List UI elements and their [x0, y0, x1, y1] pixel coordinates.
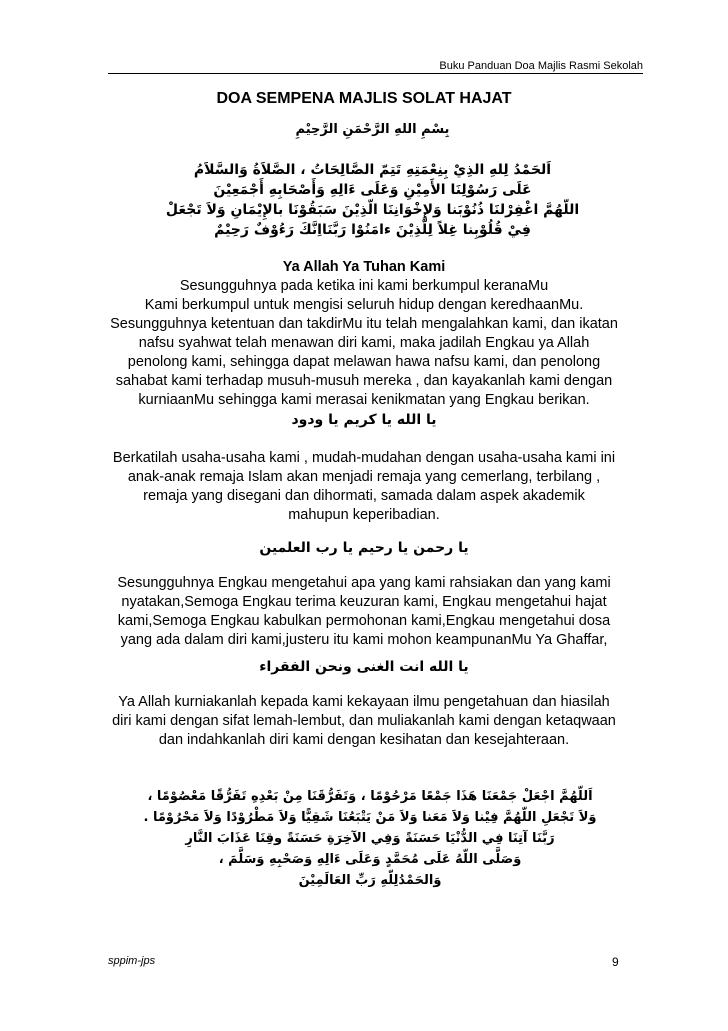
paragraph-2 [84, 449, 644, 525]
arabic-line: اَللّهُمَّ اجْعَلْ جَمْعَنَا هَذَا جَمْعًا مَرْحُوْمًا ، وَتَفَرُّقَنَا مِنْ بَعْدِهِ تَفَرُّقًا مَعْصُوْمًا ، [147, 789, 593, 804]
arabic-line: اللّهُمَّ اغْفِرْلنَا ذُنُوْبَنا وَلإِخْوَانِنَا الّذِيْنَ سَبَقُوْنَا بالإِيْمَانِ وَلاَ تَجْعَلْ [165, 202, 580, 218]
paragraph-line: kami,Semoga Engkau kabulkan permohonan kami,Engkau mengetahui dosa [117, 613, 611, 629]
paragraph-line: Ya Allah kurniakanlah kepada kami kekayaan ilmu pengetahuan dan hiasilah [118, 694, 610, 710]
arabic-line: وَلاَ تَجْعَلِ اللّهُمَّ فِيْنا وَلاَ مَعَنا وَلاَ مَنْ يَتْبَعُنَا شَقِيًّا وَلاَ مَطْرُوْدًا وَلاَ مَحْرُوْمًا . [143, 810, 597, 825]
paragraph-line: Sesungguhnya Engkau mengetahui apa yang kami rahsiakan dan yang kami [117, 575, 611, 591]
arabic-line: رَبَّنَا آتِنَا فِي الدُّنْيَا حَسَنَةً وَفِي الآخِرَةِ حَسَنَةً وقِنَا عَذَابَ النَّارِ [185, 831, 555, 846]
header-rule [108, 73, 643, 74]
paragraph-3 [84, 574, 644, 650]
arabic-line: اَلحَمْدُ لِلهِ الذِيْ بِنِعْمَتِهِ تَتِمّ الصَّالِحَاتُ ، الصَّلاَةُ وَالسَّلاَمُ [193, 162, 552, 178]
paragraph-line: penolong kami, sehingga dapat melawan hawa nafsu kami, dan penolong [127, 354, 601, 370]
arabic-line: فِيْ قُلُوْبِنا غِلاً لِلَّذِيْنَ ءامَنُوْا رَبَّنَااِنَّكَ رَءُوْفٌ رَحِيْمٌ [214, 222, 531, 238]
paragraph-line: remaja yang disegani dan dihormati, samada dalam aspek akademik [143, 488, 585, 504]
basmalah: بِسْمِ اللهِ الرَّحْمَنِ الرَّحِيْمِ [295, 122, 450, 137]
page-title: DOA SEMPENA MAJLIS SOLAT HAJAT [216, 90, 512, 107]
invocation-1: يا الله يا كريم يا ودود [291, 412, 437, 428]
invocation-2: يا رحمن يا رحيم يا رب العلمين [259, 540, 469, 556]
paragraph-line: diri kami dengan sifat lemah-lembut, dan muliakanlah kami dengan ketaqwaan [112, 713, 616, 729]
arabic-closing [110, 786, 630, 891]
paragraph-4 [84, 693, 644, 750]
paragraph-line: Sesungguhnya pada ketika ini kami berkumpul keranaMu [179, 278, 549, 294]
arabic-line: عَلَى رَسُوْلِنَا الأَمِيْنِ وَعَلَى ءَالِهِ وَأَصْحَابِهِ أَجْمَعِيْنَ [213, 182, 532, 198]
arabic-line: وَصَلَّى اللّهُ عَلَى مُحَمَّدٍ وَعَلَى ءَالِهِ وَصَحْبِهِ وَسَلَّمَ ، [218, 852, 522, 867]
arabic-opening [100, 160, 645, 240]
footer-label: sppim-jps [108, 955, 156, 967]
paragraph-line: mahupun keperibadian. [288, 507, 440, 523]
paragraph-line: nafsu syahwat telah menawan diri kami, maka jadilah Engkau ya Allah [138, 335, 590, 351]
page-number: 9 [612, 955, 619, 969]
paragraph-line: Ya Allah Ya Tuhan Kami [282, 259, 446, 275]
paragraph-line: Berkatilah usaha-usaha kami , mudah-mudahan dengan usaha-usaha kami ini [112, 450, 616, 466]
paragraph-1 [84, 258, 644, 410]
paragraph-line: dan indahkanlah diri kami dengan kesihatan dan kesejahteraan. [158, 732, 570, 748]
arabic-line: وَالحَمْدُلِلّهِ رَبِّ العَالَمِيْنَ [298, 873, 442, 888]
paragraph-line: yang ada dalam diri kami,justeru itu kami mohon keampunanMu Ya Ghaffar, [120, 632, 608, 648]
paragraph-line: sahabat kami terhadap musuh-musuh mereka , dan kayakanlah kami dengan [115, 373, 613, 389]
paragraph-line: Kami berkumpul untuk mengisi seluruh hidup dengan keredhaanMu. [144, 297, 584, 313]
running-header: Buku Panduan Doa Majlis Rasmi Sekolah [439, 60, 643, 72]
paragraph-line: nyatakan,Semoga Engkau terima keuzuran kami, Engkau mengetahui hajat [121, 594, 607, 610]
paragraph-line: anak-anak remaja Islam akan menjadi remaja yang cemerlang, terbilang , [127, 469, 601, 485]
invocation-3: يا الله انت الغنى ونحن الفقراء [259, 659, 469, 675]
paragraph-line: kurniaanMu sehingga kami merasai kenikmatan yang Engkau berikan. [138, 392, 590, 408]
paragraph-line: Sesungguhnya ketentuan dan takdirMu itu telah mengalahkan kami, dan ikatan [110, 316, 618, 332]
